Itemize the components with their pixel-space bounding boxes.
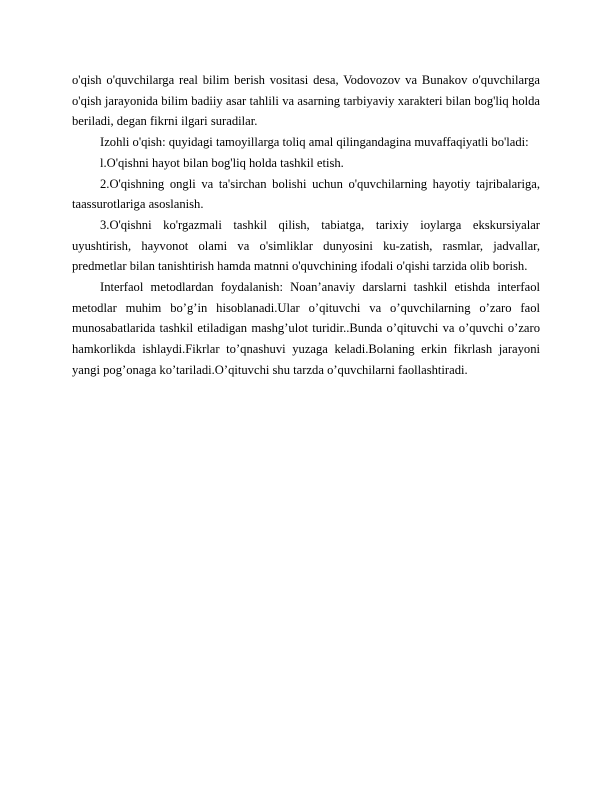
- paragraph-interactive-methods: Interfaol metodlardan foydalanish: Noan’anaviy darslarni tashkil etishda interfaol metodlar muhim bo’g’in hisoblanadi.Ular o’qituvchi va o’quvchilarning o’zaro faol munosabatlarida tashkil etiladigan mashg’ulot turidir..Bunda o’qituvchi va o’quvchi o’zaro hamkorlikda ishlaydi.Fikrlar to’qnashuvi yuzaga keladi.Bolaning erkin fikrlash jarayoni yangi pog’onaga ko’tariladi.O’qituvchi shu tarzda o’quvchilarni faollashtiradi.: [72, 280, 540, 377]
- paragraph-explanatory-reading: Izohli o'qish: quyidagi tamoyillarga toliq amal qilingandagina muvaffaqiyatli bo'ladi:: [100, 135, 529, 150]
- paragraph-principle-1: l.O'qishni hayot bilan bog'liq holda tashkil etish.: [100, 155, 344, 170]
- paragraph-principle-2: 2.O'qishning ongli va ta'sirchan bolishi uchun o'quvchilarning hayotiy tajribalariga, taassurotlariga asoslanish.: [72, 176, 540, 212]
- paragraph-reading-methods: o'qish o'quvchilarga real bilim berish vositasi desa, Vodovozov va Bunakov o'quvchilarga o'qish jarayonida bilim badiiy asar tahlili va asarning tarbiyaviy xarakteri bilan bog'liq holda beriladi, degan fikrni ilgari suradilar.: [72, 73, 540, 129]
- paragraph-principle-3: 3.O'qishni ko'rgazmali tashkil qilish, tabiatga, tarixiy ioylarga ekskursiyalar uyushtirish, hayvonot olami va o'simliklar dunyosini ku-zatish, rasmlar, jadvallar, predmetlar bilan tanishtirish hamda matnni o'quvchining ifodali o'qishi tarzida olib borish.: [72, 217, 540, 274]
- document-page: [72, 70, 540, 381]
